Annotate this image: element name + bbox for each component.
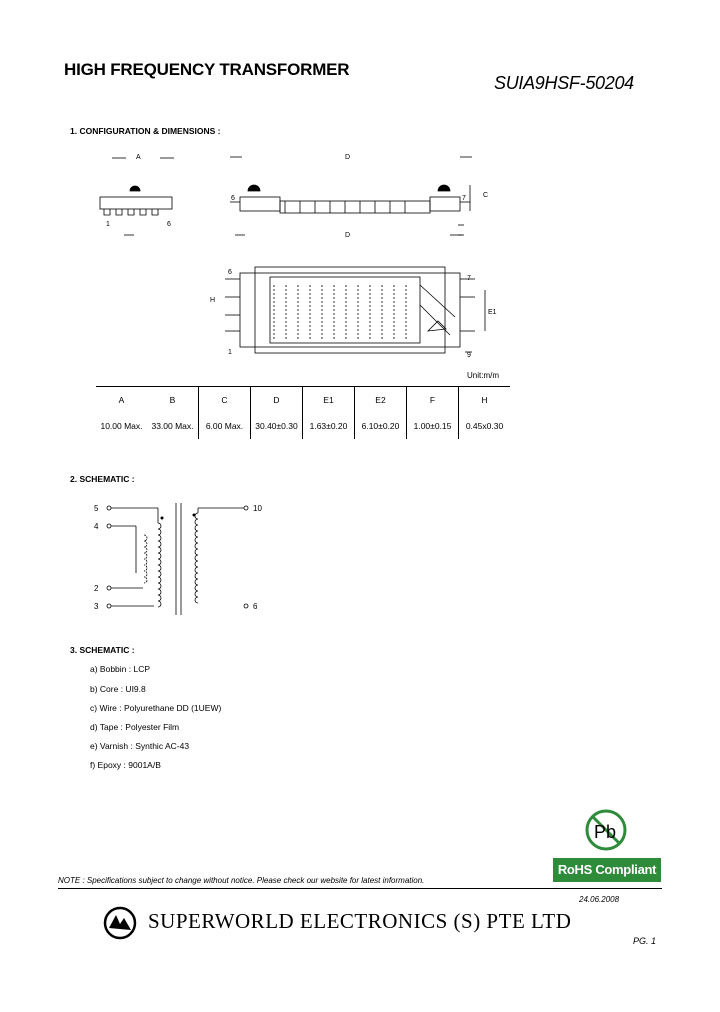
document-date: 24.06.2008 bbox=[579, 895, 620, 904]
table-header-cell: C bbox=[199, 387, 251, 414]
table-header-row bbox=[96, 387, 510, 414]
part-number: SUIA9HSF-50204 bbox=[494, 73, 634, 93]
material-item: e) Varnish : Synthic AC-43 bbox=[90, 741, 190, 751]
side-view bbox=[230, 157, 472, 235]
label-e1: E1 bbox=[488, 309, 497, 316]
table-cell: 30.40±0.30 bbox=[251, 413, 303, 439]
pb-free-icon bbox=[584, 808, 628, 852]
dimension-drawing bbox=[90, 145, 510, 365]
label-d-top: D bbox=[345, 154, 351, 161]
pin-label-2: 2 bbox=[94, 584, 99, 593]
table-cell: 33.00 Max. bbox=[147, 413, 199, 439]
label-d-bottom: D bbox=[345, 232, 351, 239]
footer-divider bbox=[58, 888, 662, 889]
label-pin7-top: 7 bbox=[467, 275, 471, 282]
table-header-cell: H bbox=[459, 387, 511, 414]
section-schematic-heading: 2. SCHEMATIC : bbox=[70, 474, 135, 484]
document-title: HIGH FREQUENCY TRANSFORMER bbox=[64, 60, 350, 79]
footer-note: NOTE : Specifications subject to change without notice. Please check our website for latest information. bbox=[58, 876, 425, 885]
pin-label-4: 4 bbox=[94, 522, 99, 531]
table-cell: 10.00 Max. bbox=[100, 421, 143, 431]
schematic-lines bbox=[107, 503, 248, 615]
label-a: A bbox=[136, 154, 141, 161]
pin-label-5: 5 bbox=[94, 504, 99, 513]
section-materials-heading: 3. SCHEMATIC : bbox=[70, 645, 135, 655]
label-pin7-side: 7 bbox=[462, 195, 466, 202]
unit-label: Unit:m/m bbox=[467, 371, 499, 380]
table-header-cell: E2 bbox=[355, 387, 407, 414]
rohs-compliant-badge: RoHS Compliant bbox=[553, 858, 661, 882]
page-number: PG. 1 bbox=[633, 936, 657, 946]
table-cell: 1.63±0.20 bbox=[303, 413, 355, 439]
top-view bbox=[225, 267, 485, 353]
company-logo-icon bbox=[103, 906, 137, 940]
label-pin1-top: 1 bbox=[228, 349, 232, 356]
label-pin6-side: 6 bbox=[231, 195, 235, 202]
front-view bbox=[100, 158, 174, 235]
label-pin1-front: 1 bbox=[106, 221, 110, 228]
table-header-cell: A bbox=[96, 387, 147, 414]
schematic-diagram bbox=[88, 495, 278, 625]
material-item: f) Epoxy : 9001A/B bbox=[90, 760, 161, 770]
pin-label-10: 10 bbox=[253, 504, 262, 513]
dimensions-table bbox=[96, 386, 510, 439]
label-c: C bbox=[483, 192, 489, 199]
material-item: c) Wire : Polyurethane DD (1UEW) bbox=[90, 703, 222, 713]
table-header-cell: F bbox=[407, 387, 459, 414]
label-h: H bbox=[210, 297, 216, 304]
material-item: a) Bobbin : LCP bbox=[90, 664, 151, 674]
material-item: d) Tape : Polyester Film bbox=[90, 722, 180, 732]
material-item: b) Core : UI9.8 bbox=[90, 684, 146, 694]
table-cell: 0.45x0.30 bbox=[465, 421, 504, 431]
pin-label-6: 6 bbox=[253, 602, 258, 611]
label-pin6-front: 6 bbox=[167, 221, 171, 228]
table-row bbox=[96, 413, 510, 439]
label-pin9-top: 9 bbox=[467, 352, 471, 359]
table-cell: 6.00 Max. bbox=[199, 413, 251, 439]
polarity-dot-secondary bbox=[193, 514, 196, 517]
table-header-cell: D bbox=[251, 387, 303, 414]
company-name: SUPERWORLD ELECTRONICS (S) PTE LTD bbox=[148, 909, 572, 933]
polarity-dot-primary bbox=[161, 517, 164, 520]
label-pin6-top: 6 bbox=[228, 269, 232, 276]
table-header-cell: E1 bbox=[303, 387, 355, 414]
table-cell: 1.00±0.15 bbox=[407, 413, 459, 439]
table-header-cell: B bbox=[147, 387, 199, 414]
table-cell: 6.10±0.20 bbox=[355, 413, 407, 439]
section-config-heading: 1. CONFIGURATION & DIMENSIONS : bbox=[70, 126, 221, 136]
pin-label-3: 3 bbox=[94, 602, 99, 611]
pb-symbol: Pb bbox=[594, 822, 617, 842]
